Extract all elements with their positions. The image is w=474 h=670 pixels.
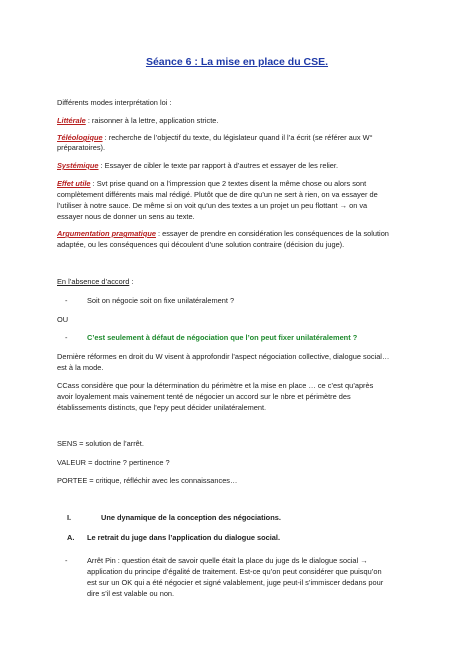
bullet-dash: -	[65, 556, 68, 565]
page-title: Séance 6 : La mise en place du CSE.	[145, 56, 329, 68]
ccass-line-2: avoir loyalement mais vainement tenté de négocier un accord sur le nbre et périmètre des	[57, 392, 351, 401]
reformes-line-1: Dernière réformes en droit du W visent à approfondir l’aspect négociation collective, dialogue social…	[57, 352, 390, 361]
effet-utile-line-2: complètement différents mais mal rédigé. Plutôt que de dire qu’un ne sert à rien, on va essayer de	[57, 190, 378, 199]
argumentation-term: Argumentation pragmatique	[57, 229, 156, 238]
absence-heading	[57, 277, 434, 288]
teleologique-continuation: préparatoires).	[57, 143, 106, 152]
absence-heading-text: En l’absence d’accord	[57, 277, 130, 286]
subsection-title: Le retrait du juge dans l’application du dialogue social.	[87, 533, 281, 542]
litterale-paragraph	[57, 116, 434, 127]
arret-pin-text: application du principe d’égalité de traitement. Est-ce qu’on peut considérer que puisqu’on	[87, 567, 382, 576]
arret-pin-text: est sur un OK qui a été négocier et signé valablement, juge peut-il s’immiscer dedans pour	[87, 578, 384, 587]
bullet-dash: -	[65, 333, 68, 342]
modes-heading: Différents modes interprétation loi :	[57, 98, 172, 107]
teleologique-text: : recherche de l’objectif du texte, du législateur quand il l’a écrit (se référer aux W°	[102, 133, 373, 142]
ou-text: OU	[57, 315, 69, 324]
teleologique-term: Téléologique	[57, 133, 103, 142]
effet-utile-paragraph	[57, 179, 434, 190]
arret-pin-text: dire s’il est valable ou non.	[87, 589, 175, 598]
litterale-term: Littérale	[57, 116, 86, 125]
effet-utile-term: Effet utile	[57, 179, 91, 188]
teleologique-paragraph	[57, 133, 434, 144]
effet-utile-text: : Svt prise quand on a l’impression que 2 textes disent la même chose ou alors sont	[90, 179, 367, 188]
section-title: Une dynamique de la conception des négociations.	[101, 513, 281, 522]
bullet-text-highlight: C’est seulement à défaut de négociation que l’on peut fixer unilatéralement ?	[87, 333, 358, 342]
effet-utile-line-3: l’utiliser à notre sauce. De même si on voit qu’un des textes a un projet un peu flottant → on va	[57, 201, 368, 210]
absence-heading-colon: :	[129, 277, 134, 286]
ccass-line-3: établissements distincts, que l’epy peut décider unilatéralement.	[57, 403, 267, 412]
reformes-line-2: est à la mode.	[57, 363, 104, 372]
effet-utile-line-4: essayer nous de donner un sens au texte.	[57, 212, 195, 221]
argumentation-line-2: adaptée, ou les conséquences qui découlent d’une solution contraire (décision du juge).	[57, 240, 345, 249]
portee-definition: PORTEE = critique, réfléchir avec les connaissances…	[57, 476, 238, 485]
systemique-text: : Essayer de cibler le texte par rapport à d’autres et essayer de les relier.	[98, 161, 338, 170]
ccass-line-1: CCass considère que pour la détermination du périmètre et la mise en place … ce c’est qu’après	[57, 381, 374, 390]
argumentation-text: : essayer de prendre en considération les conséquences de la solution	[155, 229, 389, 238]
systemique-paragraph	[57, 161, 434, 172]
arret-pin-text: Arrêt Pin : question était de savoir quelle était la place du juge ds le dialogue social →	[87, 556, 368, 565]
argumentation-paragraph	[57, 229, 434, 240]
bullet-text: Soit on négocie soit on fixe unilatéralement ?	[87, 296, 235, 305]
bullet-dash: -	[65, 296, 68, 305]
valeur-definition: VALEUR = doctrine ? pertinence ?	[57, 458, 170, 467]
litterale-text: : raisonner à la lettre, application stricte.	[85, 116, 219, 125]
systemique-term: Systémique	[57, 161, 99, 170]
section-number: I.	[67, 513, 72, 522]
subsection-number: A.	[67, 533, 75, 542]
sens-definition: SENS = solution de l’arrêt.	[57, 439, 144, 448]
